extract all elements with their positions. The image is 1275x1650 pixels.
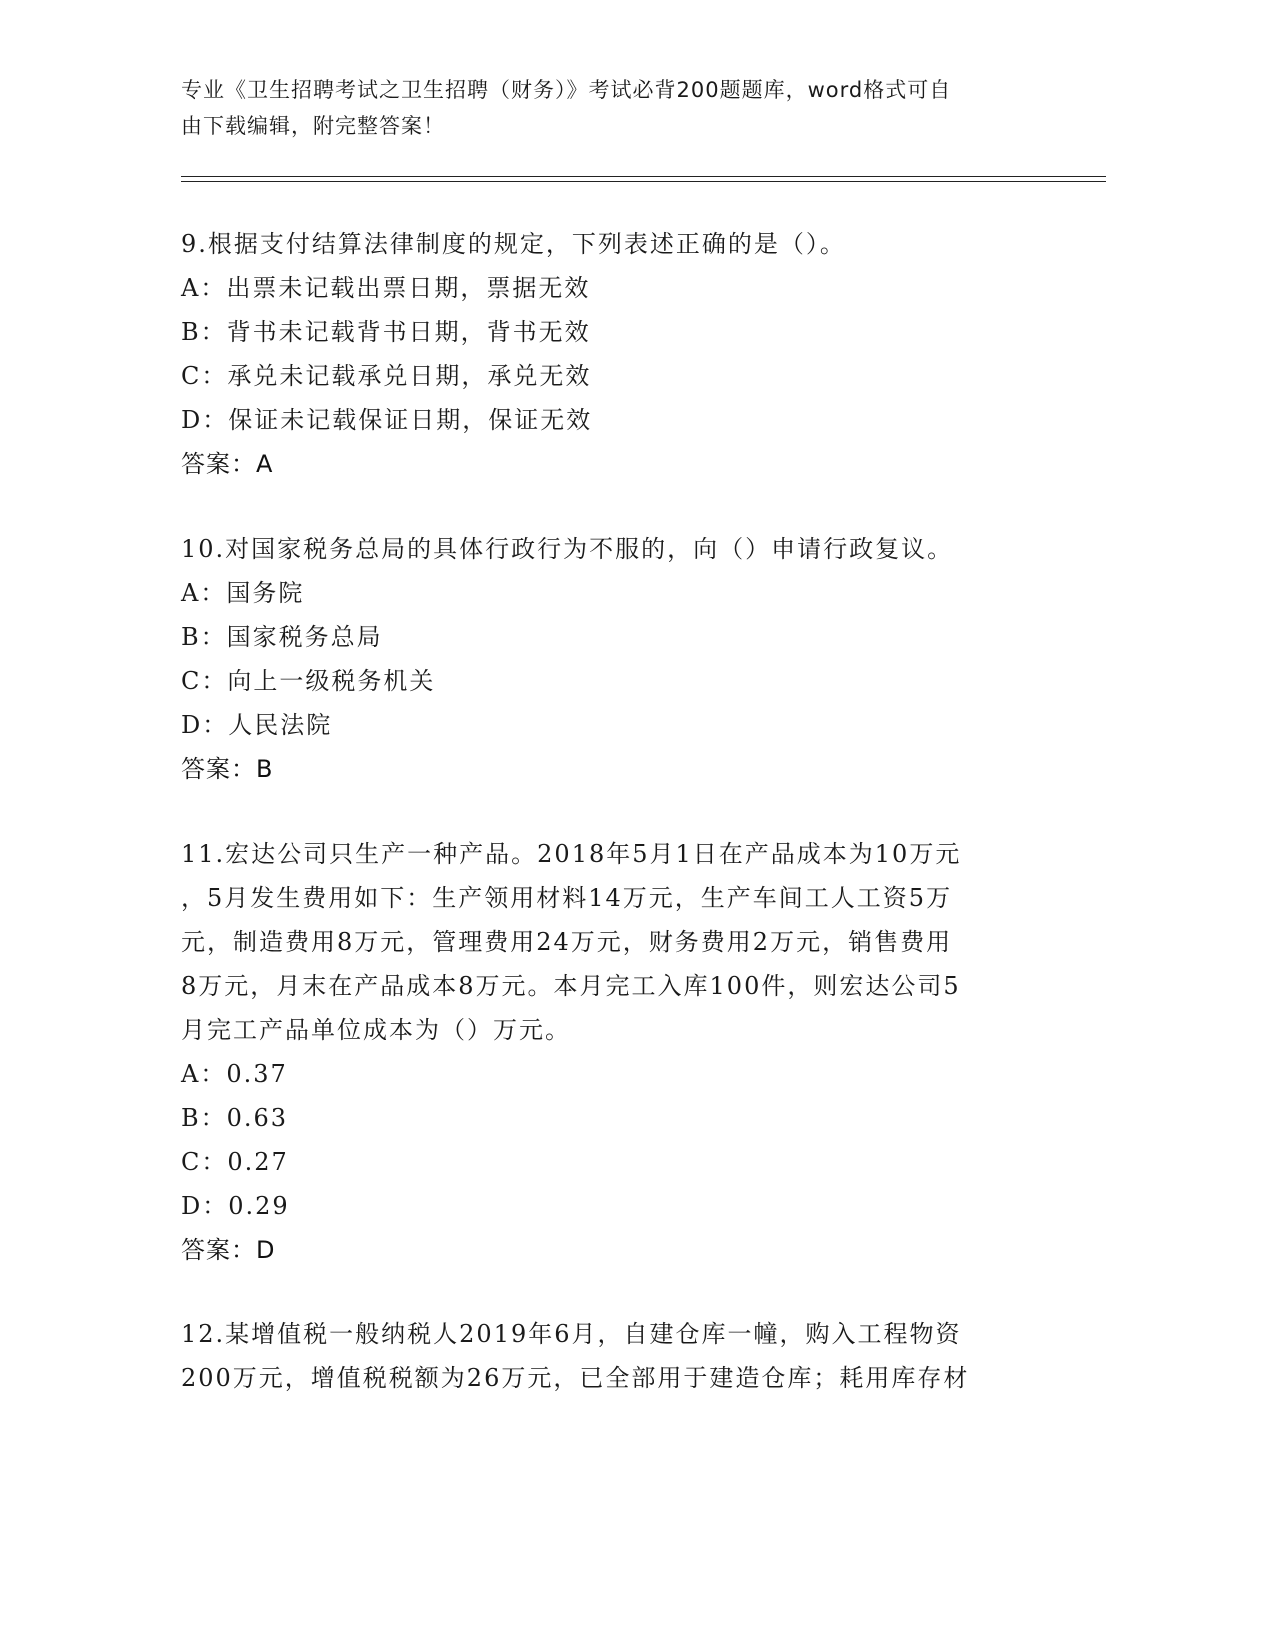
question-stem: 9.根据支付结算法律制度的规定，下列表述正确的是（）。 [181,230,846,258]
option-d: D：人民法院 [181,711,333,739]
question-12 [181,1312,1061,1400]
question-stem-line-5: 月完工产品单位成本为（）万元。 [181,1016,571,1044]
answer-label: 答案：D [181,1236,276,1264]
answer-label: 答案：A [181,450,274,478]
header-rule-bottom [181,181,1106,182]
option-b: B：国家税务总局 [181,623,383,651]
question-stem: 10.对国家税务总局的具体行政行为不服的，向（）申请行政复议。 [181,535,954,563]
header-line-1: 专业《卫生招聘考试之卫生招聘（财务）》考试必背200题题库，word格式可自 [181,78,952,102]
header-rule-top [181,176,1106,177]
option-b: B：0.63 [181,1104,289,1132]
question-stem-line-2: ，5月发生费用如下：生产领用材料14万元，生产车间工人工资5万 [181,884,953,912]
question-stem-line-4: 8万元，月末在产品成本8万元。本月完工入库100件，则宏达公司5 [181,972,961,1000]
option-c: C：承兑未记载承兑日期，承兑无效 [181,362,592,390]
question-stem-line-1: 12.某增值税一般纳税人2019年6月，自建仓库一幢，购入工程物资 [181,1320,962,1348]
option-c: C：向上一级税务机关 [181,667,436,695]
document-header [181,72,1041,144]
option-a: A：出票未记载出票日期，票据无效 [181,274,591,302]
question-11 [181,832,1061,1272]
option-d: D：0.29 [181,1192,290,1220]
question-9 [181,222,1061,486]
question-stem-line-2: 200万元，增值税税额为26万元，已全部用于建造仓库；耗用库存材 [181,1364,970,1392]
option-b: B：背书未记载背书日期，背书无效 [181,318,591,346]
question-stem-line-1: 11.宏达公司只生产一种产品。2018年5月1日在产品成本为10万元 [181,840,962,868]
option-d: D：保证未记载保证日期，保证无效 [181,406,593,434]
question-stem-line-3: 元，制造费用8万元，管理费用24万元，财务费用2万元，销售费用 [181,928,953,956]
option-a: A：0.37 [181,1060,288,1088]
header-line-2: 由下载编辑，附完整答案！ [181,114,445,138]
option-c: C：0.27 [181,1148,289,1176]
option-a: A：国务院 [181,579,305,607]
answer-label: 答案：B [181,755,274,783]
question-10 [181,527,1061,791]
